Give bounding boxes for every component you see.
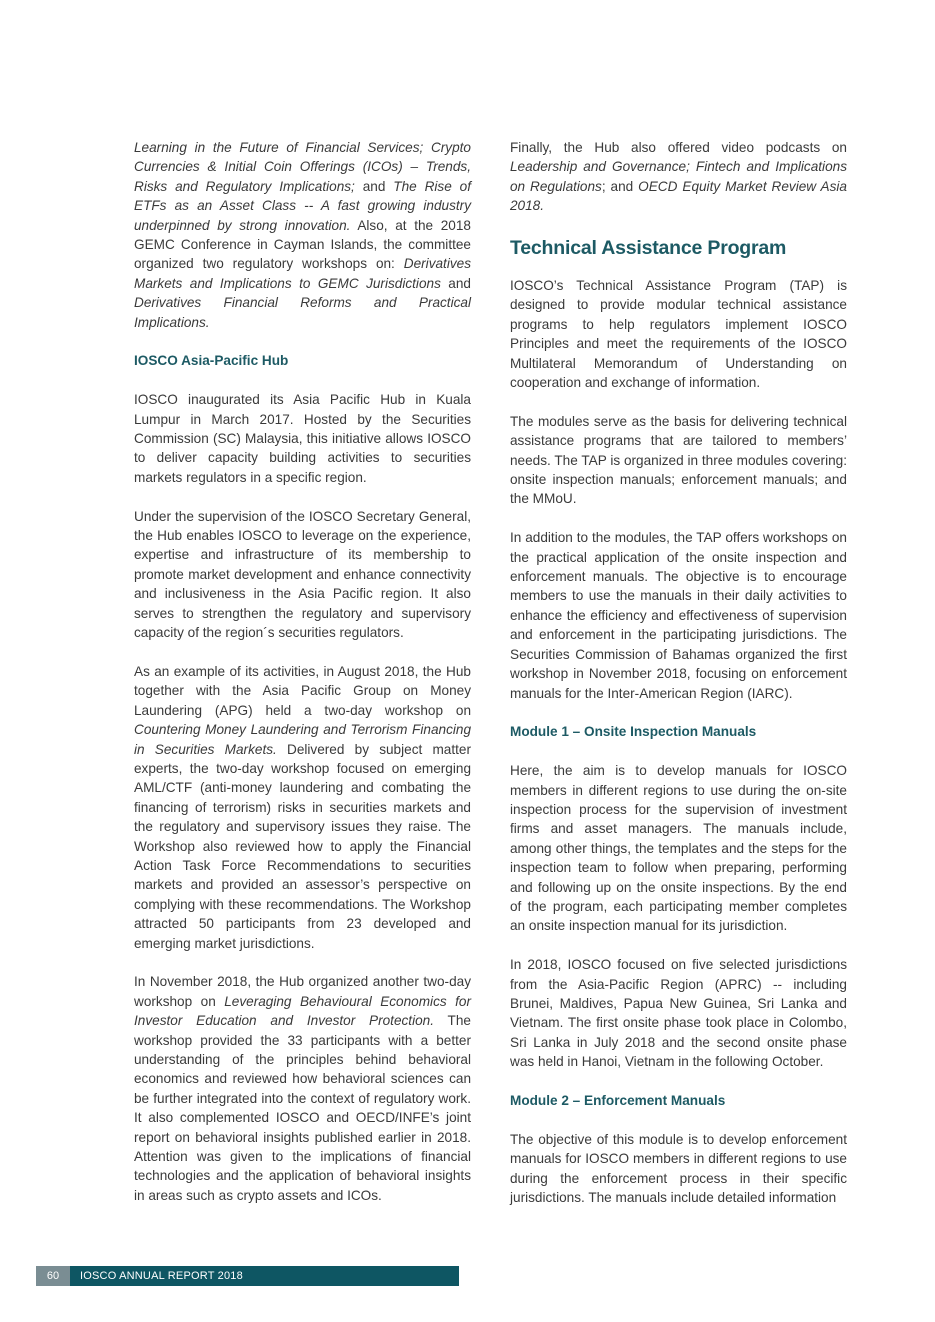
- hub-inauguration-paragraph: IOSCO inaugurated its Asia Pacific Hub in Kuala Lumpur in March 2017. Hosted by the Securities Commission (SC) Malaysia, this initiative allows IOSCO to deliver capacity building activities to securities markets regulators in a specific region.: [134, 392, 471, 485]
- tap-workshops-paragraph: In addition to the modules, the TAP offers workshops on the practical application of the onsite inspection and enforcement manuals. The objective is to encourage members to use the manuals in their daily activities to enhance the efficiency and effectiveness of supervision and enforcement in the participating jurisdictions. The Securities Commission of Bahamas organized the first workshop in November 2018, focusing on enforcement manuals for the Inter-American Region (IARC).: [510, 530, 847, 701]
- left-column: [134, 138, 471, 1205]
- intro-paragraph: Learning in the Future of Financial Services; Crypto Currencies & Initial Coin Offerings (ICOs) – Trends, Risks and Regulatory Implications; and The Rise of ETFs as an Asset Class -- A fast growing industry underpinned by strong innovation. Also, at the 2018 GEMC Conference in Cayman Islands, the committee organized two regulatory workshops on: Derivatives Markets and Implications to GEMC Jurisdictions and Derivatives Financial Reforms and Practical Implications.: [134, 140, 472, 330]
- tap-modules-paragraph: The modules serve as the basis for delivering technical assistance programs that are tailored to members’ needs. The TAP is organized in three modules covering: onsite inspection manuals; enforcement manuals; and the MMoU.: [510, 413, 847, 507]
- module-2-paragraph: The objective of this module is to develop enforcement manuals for IOSCO members in different regions to use during the enforcement process in their specific jurisdictions. The manuals include detailed information: [510, 1131, 847, 1205]
- hub-supervision-paragraph: Under the supervision of the IOSCO Secretary General, the Hub enables IOSCO to leverage on the experience, expertise and infrastructure of its membership to promote market development and enhance connectivity and inclusiveness in the Asia Pacific region. It also serves to strengthen the regulatory and supervisory capacity of the region´s securities regulators.: [134, 508, 471, 641]
- behavioural-workshop-paragraph: In November 2018, the Hub organized another two-day workshop on Leveraging Behavioural Economics for Investor Education and Investor Protection. The workshop provided the 33 participants with a better understanding of the principles behind behavioral economics and reviewed how behavioral sciences can be further integrated into the context of regulatory work. It also complemented IOSCO and OECD/INFE’s joint report on behavioral insights published earlier in 2018. Attention was given to the implications of financial technologies and the application of behavioral insights in areas such as crypto assets and ICOs.: [134, 974, 471, 1203]
- module-1-heading: Module 1 – Onsite Inspection Manuals: [510, 724, 757, 740]
- tap-intro-paragraph: IOSCO’s Technical Assistance Program (TAP) is designed to provide modular technical assistance programs to help regulators implement IOSCO Principles and meet the requirements of the IOSCO Multilateral Memorandum of Understanding on cooperation and exchange of information.: [510, 278, 847, 391]
- report-title: IOSCO ANNUAL REPORT 2018: [70, 1266, 459, 1286]
- page-number: 60: [36, 1266, 70, 1286]
- podcasts-paragraph: Finally, the Hub also offered video podcasts on Leadership and Governance; Fintech and Implications on Regulations; and OECD Equity Market Review Asia 2018.: [510, 140, 847, 214]
- module-1-2018-paragraph: In 2018, IOSCO focused on five selected jurisdictions from the Asia-Pacific Region (APRC) -- including Brunei, Maldives, Papua New Guinea, Sri Lanka and Vietnam. The first onsite phase took place in Colombo, Sri Lanka in July 2018 and the second onsite phase was held in Hanoi, Vietnam in the following October.: [510, 957, 847, 1070]
- aml-workshop-paragraph: As an example of its activities, in August 2018, the Hub together with the Asia Pacific Group on Money Laundering (APG) held a two-day workshop on Countering Money Laundering and Terrorism Financing in Securities Markets. Delivered by subject matter experts, the two-day workshop focused on emerging AML/CTF (anti-money laundering and combating the financing of terrorism) risks in securities markets and the regulatory and supervisory issues they raise. The Workshop also reviewed how to apply the Financial Action Task Force Recommendations to securities markets and provided an assessor’s perspective on complying with these recommendations. The Workshop attracted 50 participants from 23 developed and emerging market jurisdictions.: [134, 663, 471, 951]
- technical-assistance-heading: Technical Assistance Program: [510, 237, 787, 260]
- asia-pacific-hub-heading: IOSCO Asia-Pacific Hub: [134, 353, 289, 369]
- module-2-heading: Module 2 – Enforcement Manuals: [510, 1092, 726, 1108]
- module-1-paragraph: Here, the aim is to develop manuals for IOSCO members in different regions to use during the on-site inspection process for the supervision of investment firms and asset managers. The manuals include, among other things, the templates and the steps for the inspection team to follow when preparing, performing and following up on the onsite inspections. By the end of the program, each participating member completes an onsite inspection manual for its jurisdiction.: [510, 763, 847, 934]
- footer-bar: [36, 1266, 459, 1286]
- right-column: [510, 138, 847, 1207]
